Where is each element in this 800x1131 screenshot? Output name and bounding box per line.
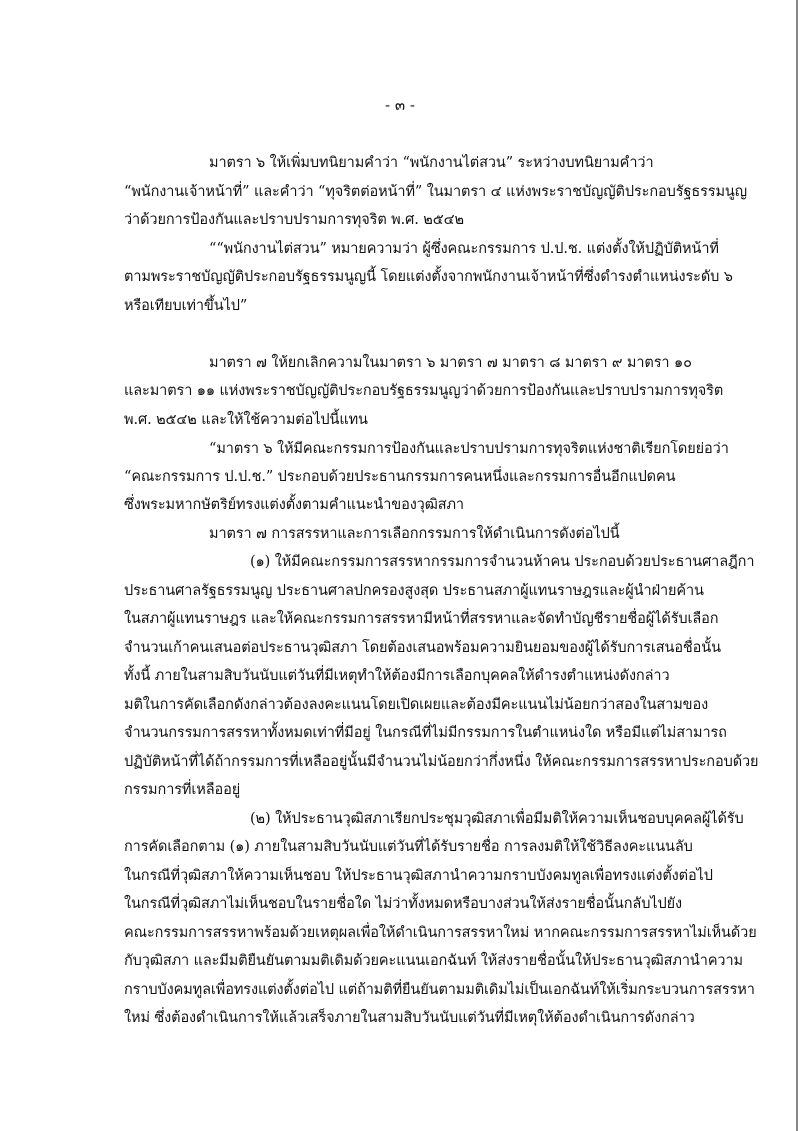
section6-line-1: มาตรา ๖ ให้เพิ่มบทนิยามคำว่า “พนักงานไต่สวน” ระหว่างบทนิยามคำว่า: [209, 155, 654, 171]
clause1-line-7: จำนวนกรรมการสรรหาทั้งหมดเท่าที่มีอยู่ ในกรณีที่ไม่มีกรรมการในตำแหน่งใด หรือมีแต่ไม่สามารถ: [124, 725, 727, 741]
section7-line-1: มาตรา ๗ ให้ยกเลิกความในมาตรา ๖ มาตรา ๗ มาตรา ๘ มาตรา ๙ มาตรา ๑๐: [209, 355, 692, 371]
clause1-line-2: ประธานศาลรัฐธรรมนูญ ประธานศาลปกครองสูงสุด ประธานสภาผู้แทนราษฎรและผู้นำฝ่ายค้าน: [124, 583, 704, 599]
clause2-line-1: (๒) ให้ประธานวุฒิสภาเรียกประชุมวุฒิสภาเพื่อมีมติให้ความเห็นชอบบุคคลผู้ได้รับ: [250, 811, 744, 827]
section7-line-3: พ.ศ. ๒๕๔๒ และให้ใช้ความต่อไปนี้แทน: [124, 412, 368, 428]
section6-line-6: หรือเทียบเท่าขึ้นไป”: [124, 298, 248, 314]
clause2-line-4: ในกรณีที่วุฒิสภาไม่เห็นชอบในรายชื่อใด ไม่ว่าทั้งหมดหรือบางส่วนให้ส่งรายชื่อนั้นกลับไปยัง: [124, 896, 682, 912]
clause2-line-2: การคัดเลือกตาม (๑) ภายในสามสิบวันนับแต่วันที่ได้รับรายชื่อ การลงมติให้ใช้วิธีลงคะแนนลับ: [124, 839, 693, 855]
section7-line-5: “คณะกรรมการ ป.ป.ช.” ประกอบด้วยประธานกรรมการคนหนึ่งและกรรมการอื่นอีกแปดคน: [124, 469, 676, 485]
section6-line-4: ““พนักงานไต่สวน” หมายความว่า ผู้ซึ่งคณะกรรมการ ป.ป.ช. แต่งตั้งให้ปฏิบัติหน้าที่: [209, 241, 719, 257]
clause1-line-8: ปฏิบัติหน้าที่ได้ถ้ากรรมการที่เหลืออยู่นั้นมีจำนวนไม่น้อยกว่ากึ่งหนึ่ง ให้คณะกรรมการสรรหาประกอบด้วย: [124, 754, 759, 770]
section7-line-7: มาตรา ๗ การสรรหาและการเลือกกรรมการให้ดำเนินการดังต่อไปนี้: [209, 526, 620, 542]
section7-line-2: และมาตรา ๑๑ แห่งพระราชบัญญัติประกอบรัฐธรรมนูญว่าด้วยการป้องกันและปราบปรามการทุจริต: [124, 383, 724, 399]
clause2-line-3: ในกรณีที่วุฒิสภาให้ความเห็นชอบ ให้ประธานวุฒิสภานำความกราบบังคมทูลเพื่อทรงแต่งตั้งต่อไป: [124, 868, 713, 884]
section6-line-5: ตามพระราชบัญญัติประกอบรัฐธรรมนูญนี้ โดยแต่งตั้งจากพนักงานเจ้าหน้าที่ซึ่งดำรงตำแหน่งระดับ ๖: [124, 269, 733, 285]
clause2-line-7: กราบบังคมทูลเพื่อทรงแต่งตั้งต่อไป แต่ถ้ามติที่ยืนยันตามมติเดิมไม่เป็นเอกฉันท์ให้เริ่มกระบวนการสรรหา: [124, 982, 755, 998]
clause1-line-5: ทั้งนี้ ภายในสามสิบวันนับแต่วันที่มีเหตุทำให้ต้องมีการเลือกบุคคลให้ดำรงตำแหน่งดังกล่าว: [124, 668, 670, 684]
clause2-line-6: กับวุฒิสภา และมีมติยืนยันตามมติเดิมด้วยคะแนนเอกฉันท์ ให้ส่งรายชื่อนั้นให้ประธานวุฒิสภานำความ: [124, 953, 743, 969]
clause1-line-9: กรรมการที่เหลืออยู่: [124, 782, 241, 798]
section6-line-3: ว่าด้วยการป้องกันและปราบปรามการทุจริต พ.ศ. ๒๕๔๒: [124, 212, 464, 228]
clause1-line-6: มติในการคัดเลือกดังกล่าวต้องลงคะแนนโดยเปิดเผยและต้องมีคะแนนไม่น้อยกว่าสองในสามของ: [124, 697, 709, 713]
clause2-line-8: ใหม่ ซึ่งต้องดำเนินการให้แล้วเสร็จภายในสามสิบวันนับแต่วันที่มีเหตุให้ต้องดำเนินการดังกล่าว: [124, 1010, 695, 1026]
clause1-line-3: ในสภาผู้แทนราษฎร และให้คณะกรรมการสรรหามีหน้าที่สรรหาและจัดทำบัญชีรายชื่อผู้ได้รับเลือก: [124, 611, 719, 627]
page-number: - ๓ -: [385, 96, 415, 114]
section6-line-2: “พนักงานเจ้าหน้าที่” และคำว่า “ทุจริตต่อหน้าที่” ในมาตรา ๔ แห่งพระราชบัญญัติประกอบรัฐธรรมนูญ: [124, 184, 747, 200]
clause1-line-1: (๑) ให้มีคณะกรรมการสรรหากรรมการจำนวนห้าคน ประกอบด้วยประธานศาลฎีกา: [250, 554, 755, 570]
section7-line-4: “มาตรา ๖ ให้มีคณะกรรมการป้องกันและปราบปรามการทุจริตแห่งชาติเรียกโดยย่อว่า: [209, 441, 729, 457]
section7-line-6: ซึ่งพระมหากษัตริย์ทรงแต่งตั้งตามคำแนะนำของวุฒิสภา: [124, 497, 464, 513]
scan-edge-right: [796, 0, 798, 1131]
clause2-line-5: คณะกรรมการสรรหาพร้อมด้วยเหตุผลเพื่อให้ดำเนินการสรรหาใหม่ หากคณะกรรมการสรรหาไม่เห็นด้วย: [124, 925, 757, 941]
clause1-line-4: จำนวนเก้าคนเสนอต่อประธานวุฒิสภา โดยต้องเสนอพร้อมความยินยอมของผู้ได้รับการเสนอชื่อนั้น: [124, 640, 721, 656]
